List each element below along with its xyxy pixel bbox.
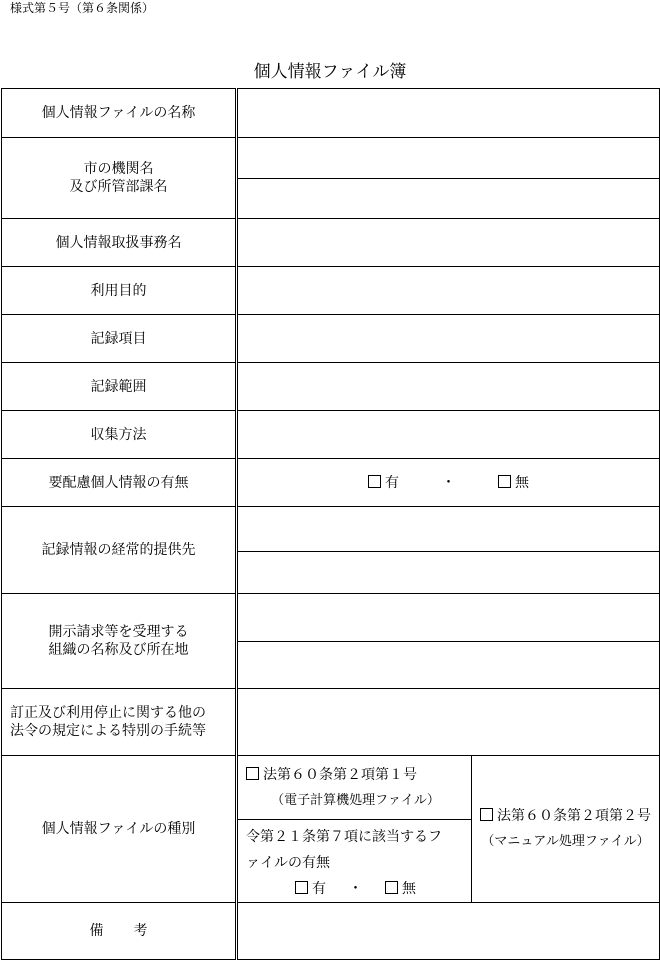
value-affair-name[interactable] <box>237 219 660 267</box>
label-file-name: 個人情報ファイルの名称 <box>2 89 237 138</box>
art21-no-label: 無 <box>401 881 416 897</box>
file-type-option1-label: 法第６０条第２項第１号 <box>263 767 417 783</box>
file-type-option2-checkbox[interactable] <box>480 808 493 821</box>
label-remarks <box>2 903 237 960</box>
label-special-procedure-line1: 訂正及び利用停止に関する他の <box>10 705 206 721</box>
value-request-org-1[interactable] <box>237 594 660 642</box>
value-department-name[interactable] <box>237 179 660 219</box>
value-record-scope[interactable] <box>237 363 660 411</box>
label-special-procedure <box>2 689 237 756</box>
art21-line2: ァイルの有無 <box>246 855 330 871</box>
label-regular-recipient: 記録情報の経常的提供先 <box>2 507 237 594</box>
label-agency <box>2 138 237 219</box>
label-agency-line2: 及び所管部課名 <box>69 179 168 195</box>
file-register-table <box>1 88 660 960</box>
file-type-option1-checkbox[interactable] <box>246 767 259 780</box>
file-type-option2-label: 法第６０条第２項第２号 <box>497 808 651 824</box>
label-special-procedure-line2: 法令の規定による特別の手続等 <box>10 723 206 739</box>
art21-no-checkbox[interactable] <box>385 881 398 894</box>
value-special-procedure[interactable] <box>237 689 660 756</box>
file-type-option1 <box>237 756 472 820</box>
sensitive-no-label: 無 <box>514 474 529 491</box>
page-title: 個人情報ファイル簿 <box>253 62 407 82</box>
value-regular-recipient-2[interactable] <box>237 552 660 594</box>
value-remarks[interactable] <box>237 903 660 960</box>
sensitive-yes-checkbox[interactable] <box>368 475 381 488</box>
sensitive-yes-label: 有 <box>385 474 400 491</box>
value-purpose[interactable] <box>237 267 660 315</box>
file-type-option2 <box>472 756 660 903</box>
file-type-option2-note: （マニュアル処理ファイル） <box>481 834 650 849</box>
value-record-items[interactable] <box>237 315 660 363</box>
file-type-option1-note: （電子計算機処理ファイル） <box>271 793 440 808</box>
label-file-type: 個人情報ファイルの種別 <box>2 756 237 903</box>
label-agency-line1: 市の機関名 <box>83 161 154 177</box>
sensitive-separator: ・ <box>441 474 456 491</box>
label-purpose: 利用目的 <box>2 267 237 315</box>
value-file-name[interactable] <box>237 89 660 138</box>
art21-separator: ・ <box>348 881 363 897</box>
label-affair-name: 個人情報取扱事務名 <box>2 219 237 267</box>
sensitive-info-options <box>237 459 660 507</box>
art21-yes-checkbox[interactable] <box>295 881 308 894</box>
label-record-scope: 記録範囲 <box>2 363 237 411</box>
value-request-org-2[interactable] <box>237 642 660 689</box>
label-request-org-line1: 開示請求等を受理する <box>48 624 189 640</box>
label-request-org-line2: 組織の名称及び所在地 <box>48 642 189 658</box>
value-collection-method[interactable] <box>237 411 660 459</box>
art21-line1: 令第２１条第７項に該当するフ <box>246 829 442 845</box>
value-regular-recipient-1[interactable] <box>237 507 660 552</box>
label-sensitive-info: 要配慮個人情報の有無 <box>2 459 237 507</box>
label-record-items: 記録項目 <box>2 315 237 363</box>
art21-section <box>237 820 472 903</box>
form-number: 様式第５号（第６条関係） <box>10 1 155 15</box>
value-agency-name[interactable] <box>237 138 660 179</box>
art21-yes-label: 有 <box>312 881 327 897</box>
sensitive-no-checkbox[interactable] <box>498 475 511 488</box>
label-remarks-text: 備考 <box>89 923 178 939</box>
label-collection-method: 収集方法 <box>2 411 237 459</box>
label-request-org <box>2 594 237 689</box>
